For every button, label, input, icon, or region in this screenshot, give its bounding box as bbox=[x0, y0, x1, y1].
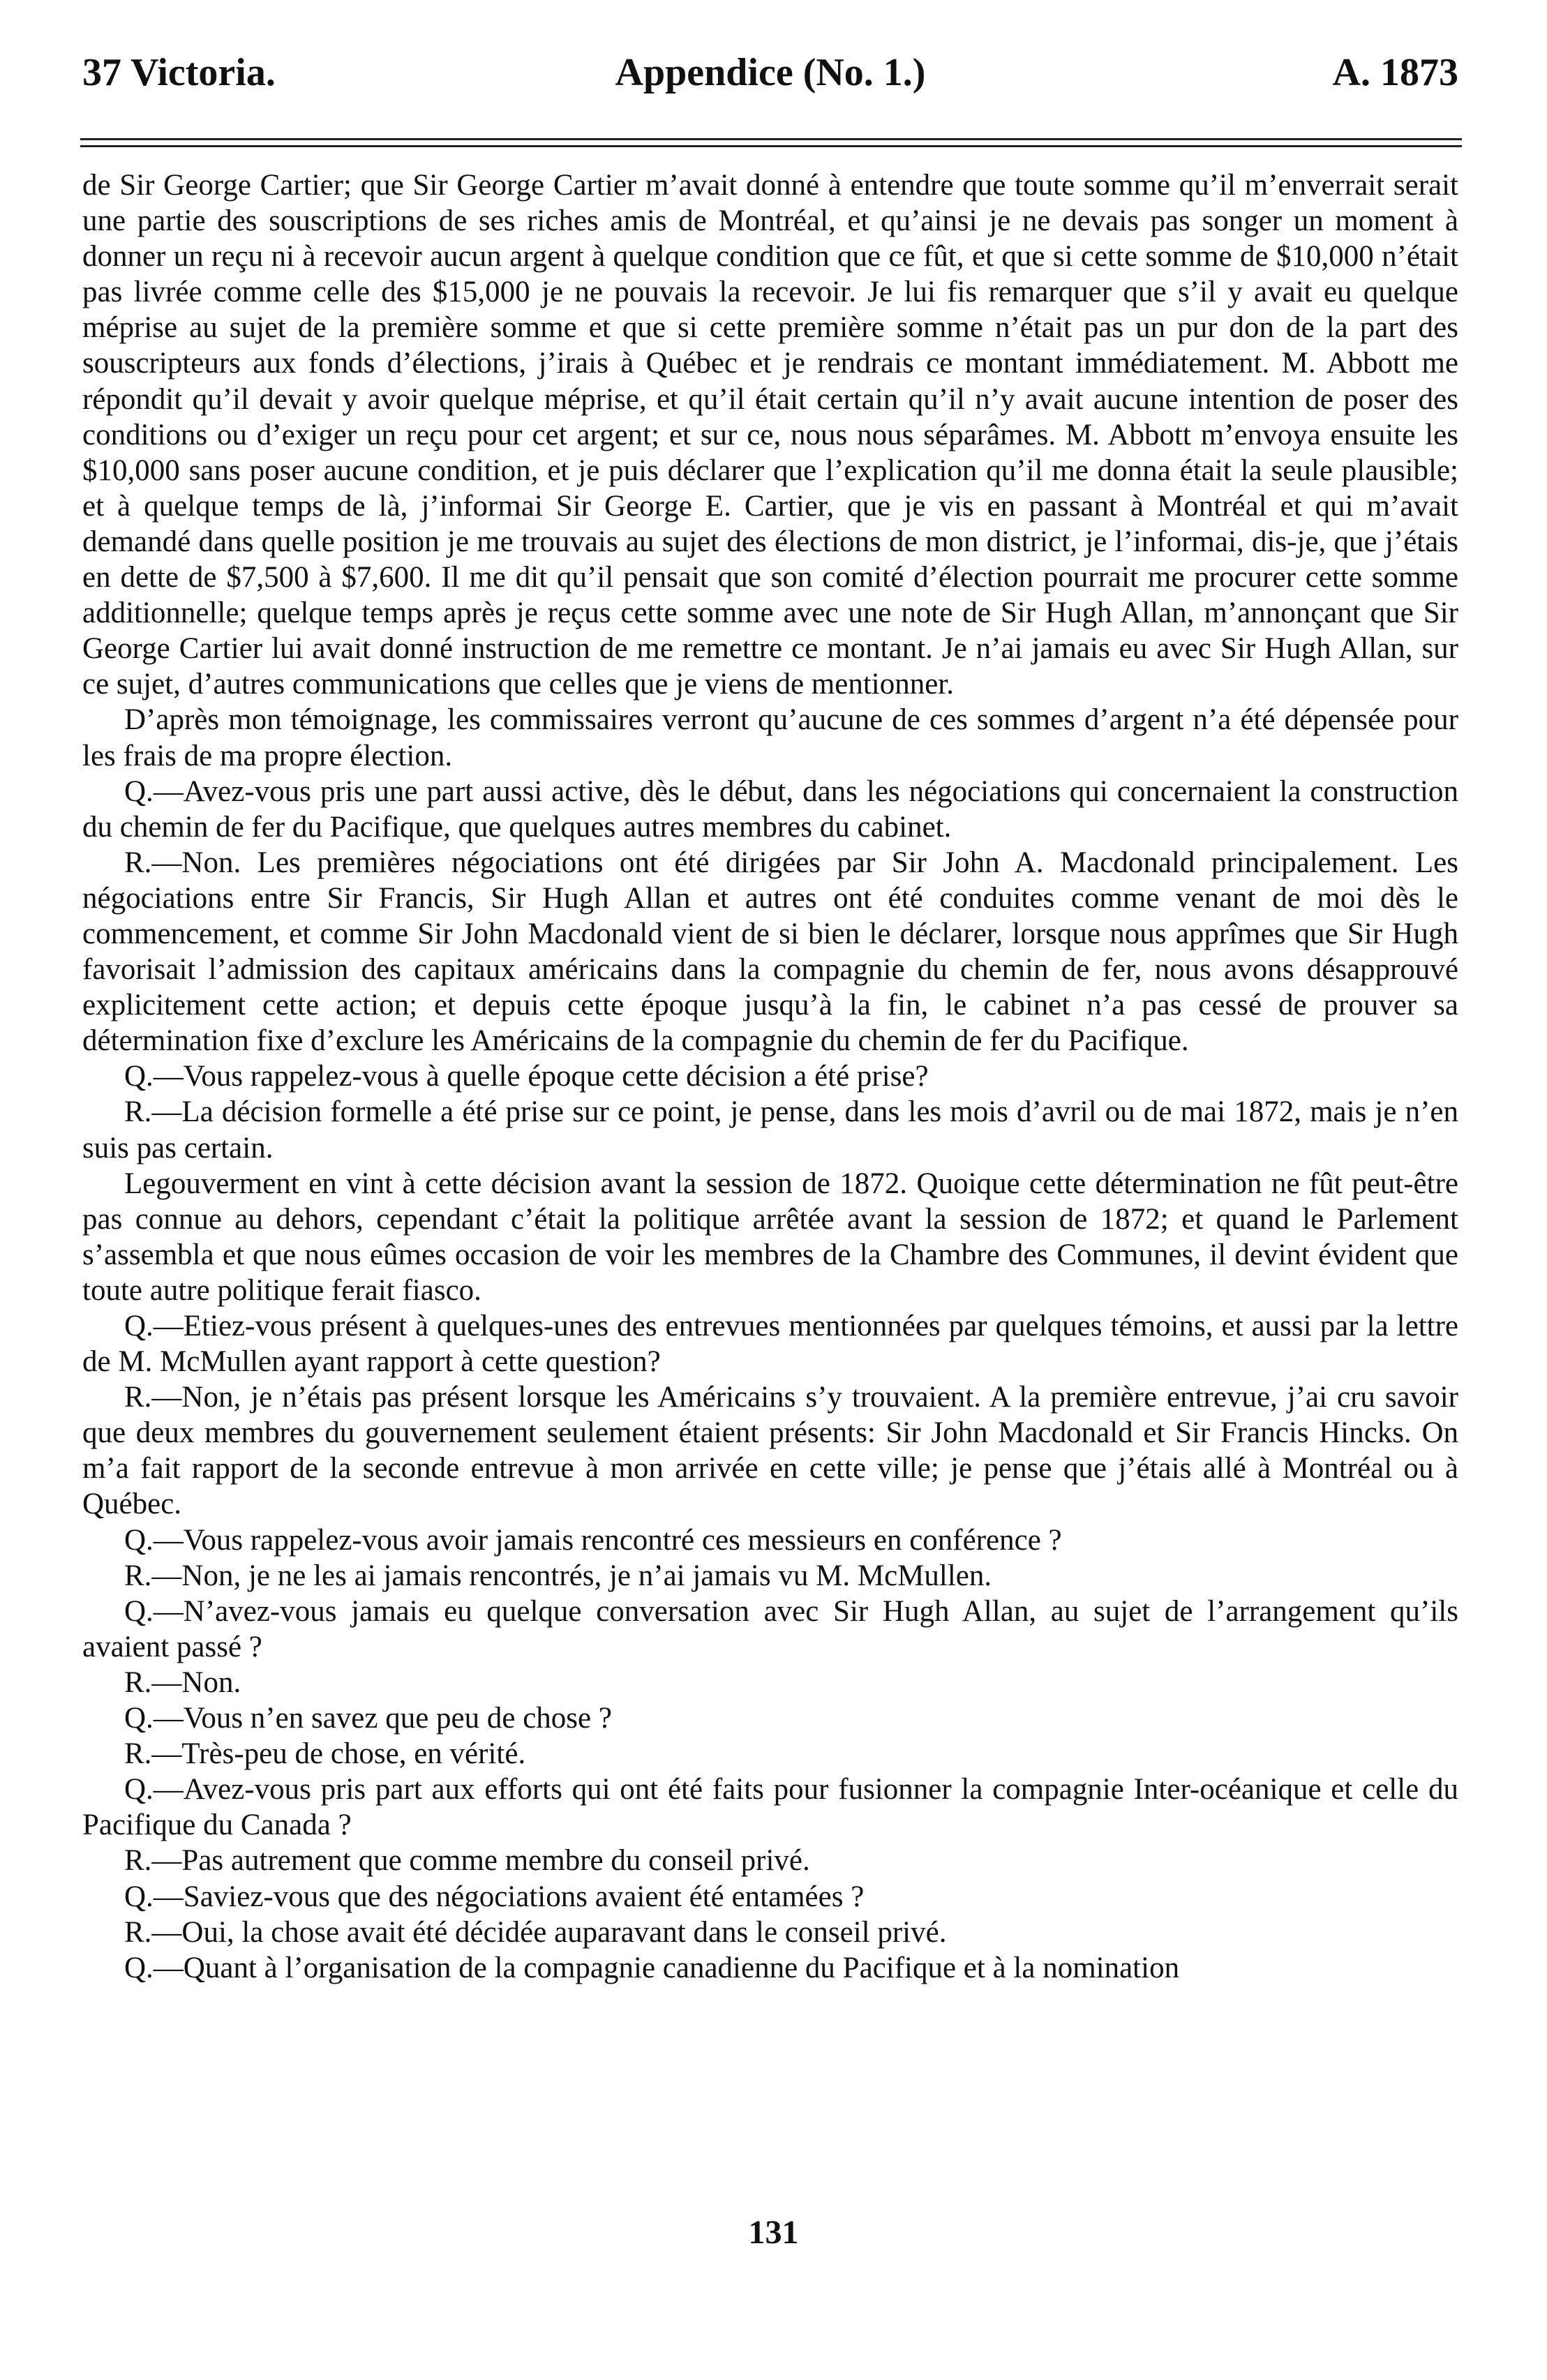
body-text bbox=[82, 167, 1458, 1986]
header-rule-bottom bbox=[80, 145, 1462, 147]
header-session: 37 Victoria. bbox=[82, 51, 276, 94]
answer-paragraph: R.—La décision formelle a été prise sur ce point, je pense, dans les mois d’avril ou de mai 1872, mais je n’en suis pas certain. bbox=[82, 1095, 1458, 1165]
header-title: Appendice (No. 1.) bbox=[615, 51, 926, 94]
answer-paragraph: R.—Très-peu de chose, en vérité. bbox=[124, 1737, 526, 1771]
answer-paragraph: R.—Non. Les premières négociations ont été dirigées par Sir John A. Macdonald principalement. Les négociations entre Sir Francis, Sir Hugh Allan et autres ont été conduites comme venant de moi dès le commencement, et comme Sir John Macdonald vient de si bien le déclarer, lorsque nous apprîmes que Sir Hugh favorisait l’admission des capitaux américains dans la compagnie du chemin de fer, nous avons désapprouvé explicitement cette action; et depuis cette époque jusqu’à la fin, le cabinet n’a pas cessé de prouver sa détermination fixe d’exclure les Américains de la compagnie du chemin de fer du Pacifique. bbox=[82, 846, 1458, 1058]
answer-paragraph: R.—Pas autrement que comme membre du conseil privé. bbox=[124, 1844, 810, 1878]
question-paragraph: Q.—Quant à l’organisation de la compagnie canadienne du Pacifique et à la nomination bbox=[124, 1951, 1180, 1984]
answer-paragraph: R.—Oui, la chose avait été décidée auparavant dans le conseil privé. bbox=[124, 1915, 947, 1949]
question-paragraph: Q.—Vous rappelez-vous à quelle époque cette décision a été prise? bbox=[124, 1060, 929, 1093]
running-header bbox=[82, 50, 1458, 113]
question-paragraph: Q.—Saviez-vous que des négociations avaient été entamées ? bbox=[124, 1880, 865, 1913]
question-paragraph: Q.—Vous rappelez-vous avoir jamais rencontré ces messieurs en conférence ? bbox=[124, 1523, 1062, 1557]
question-paragraph: Q.—N’avez-vous jamais eu quelque conversation avec Sir Hugh Allan, au sujet de l’arrangement qu’ils avaient passé ? bbox=[82, 1594, 1458, 1663]
paragraph: de Sir George Cartier; que Sir George Cartier m’avait donné à entendre que toute somme qu’il m’enverrait serait une partie des souscriptions de ses riches amis de Montréal, et qu’ainsi je ne devais pas songer un moment à donner un reçu ni à recevoir aucun argent à quelque condition que ce fût, et que si cette somme de $10,000 n’était pas livrée comme celle des $15,000 je ne pouvais la recevoir. Je lui fis remarquer que s’il y avait eu quelque méprise au sujet de la première somme et que si cette première somme n’était pas un pur don de la part des souscripteurs aux fonds d’élections, j’irais à Québec et je rendrais ce montant immédiatement. M. Abbott me répondit qu’il devait y avoir quelque méprise, et qu’il était certain qu’il n’y avait aucune intention de poser des conditions ou d’exiger un reçu pour cet argent; et sur ce, nous nous séparâmes. M. Abbott m’envoya ensuite les $10,000 sans poser aucune condition, et je puis déclarer que l’explication qu’il me donna était la seule plausible; et à quelque temps de là, j’informai Sir George E. Cartier, que je vis en passant à Montréal et qui m’avait demandé dans quelle position je me trouvais au sujet des élections de mon district, je l’informai, dis-je, que j’étais en dette de $7,500 à $7,600. Il me dit qu’il pensait que son comité d’élection pourrait me procurer cette somme additionnelle; quelque temps après je reçus cette somme avec une note de Sir Hugh Allan, m’annonçant que Sir George Cartier lui avait donné instruction de me remettre ce montant. Je n’ai jamais eu avec Sir Hugh Allan, sur ce sujet, d’autres communications que celles que je viens de mentionner. bbox=[82, 169, 1458, 701]
answer-paragraph: R.—Non, je ne les ai jamais rencontrés, je n’ai jamais vu M. McMullen. bbox=[124, 1559, 992, 1592]
paragraph: D’après mon témoignage, les commissaires verront qu’aucune de ces sommes d’argent n’a été dépensée pour les frais de ma propre élection. bbox=[82, 703, 1458, 772]
answer-paragraph: R.—Non, je n’étais pas présent lorsque les Américains s’y trouvaient. A la première entrevue, j’ai cru savoir que deux membres du gouvernement seulement étaient présents: Sir John Macdonald et Sir Francis Hincks. On m’a fait rapport de la seconde entrevue à mon arrivée en cette ville; je pense que j’étais allé à Montréal ou à Québec. bbox=[82, 1381, 1458, 1521]
page-number: 131 bbox=[748, 2214, 799, 2251]
question-paragraph: Q.—Etiez-vous présent à quelques-unes des entrevues mentionnées par quelques témoins, et aussi par la lettre de M. McMullen ayant rapport à cette question? bbox=[82, 1310, 1458, 1379]
question-paragraph: Q.—Avez-vous pris part aux efforts qui ont été faits pour fusionner la compagnie Inter-océanique et celle du Pacifique du Canada ? bbox=[82, 1773, 1458, 1842]
answer-paragraph: R.—Non. bbox=[124, 1666, 241, 1699]
header-rule-top bbox=[80, 138, 1462, 140]
paragraph: Legouverment en vint à cette décision avant la session de 1872. Quoique cette détermination ne fût peut-être pas connue au dehors, cependant c’était la politique arrêtée avant la session de 1872; et quand le Parlement s’assembla et que nous eûmes occasion de voir les membres de la Chambre des Communes, il devint évident que toute autre politique ferait fiasco. bbox=[82, 1167, 1458, 1307]
header-year: A. 1873 bbox=[1332, 51, 1458, 94]
question-paragraph: Q.—Vous n’en savez que peu de chose ? bbox=[124, 1702, 612, 1735]
question-paragraph: Q.—Avez-vous pris une part aussi active, dès le début, dans les négociations qui concernaient la construction du chemin de fer du Pacifique, que quelques autres membres du cabinet. bbox=[82, 774, 1458, 844]
